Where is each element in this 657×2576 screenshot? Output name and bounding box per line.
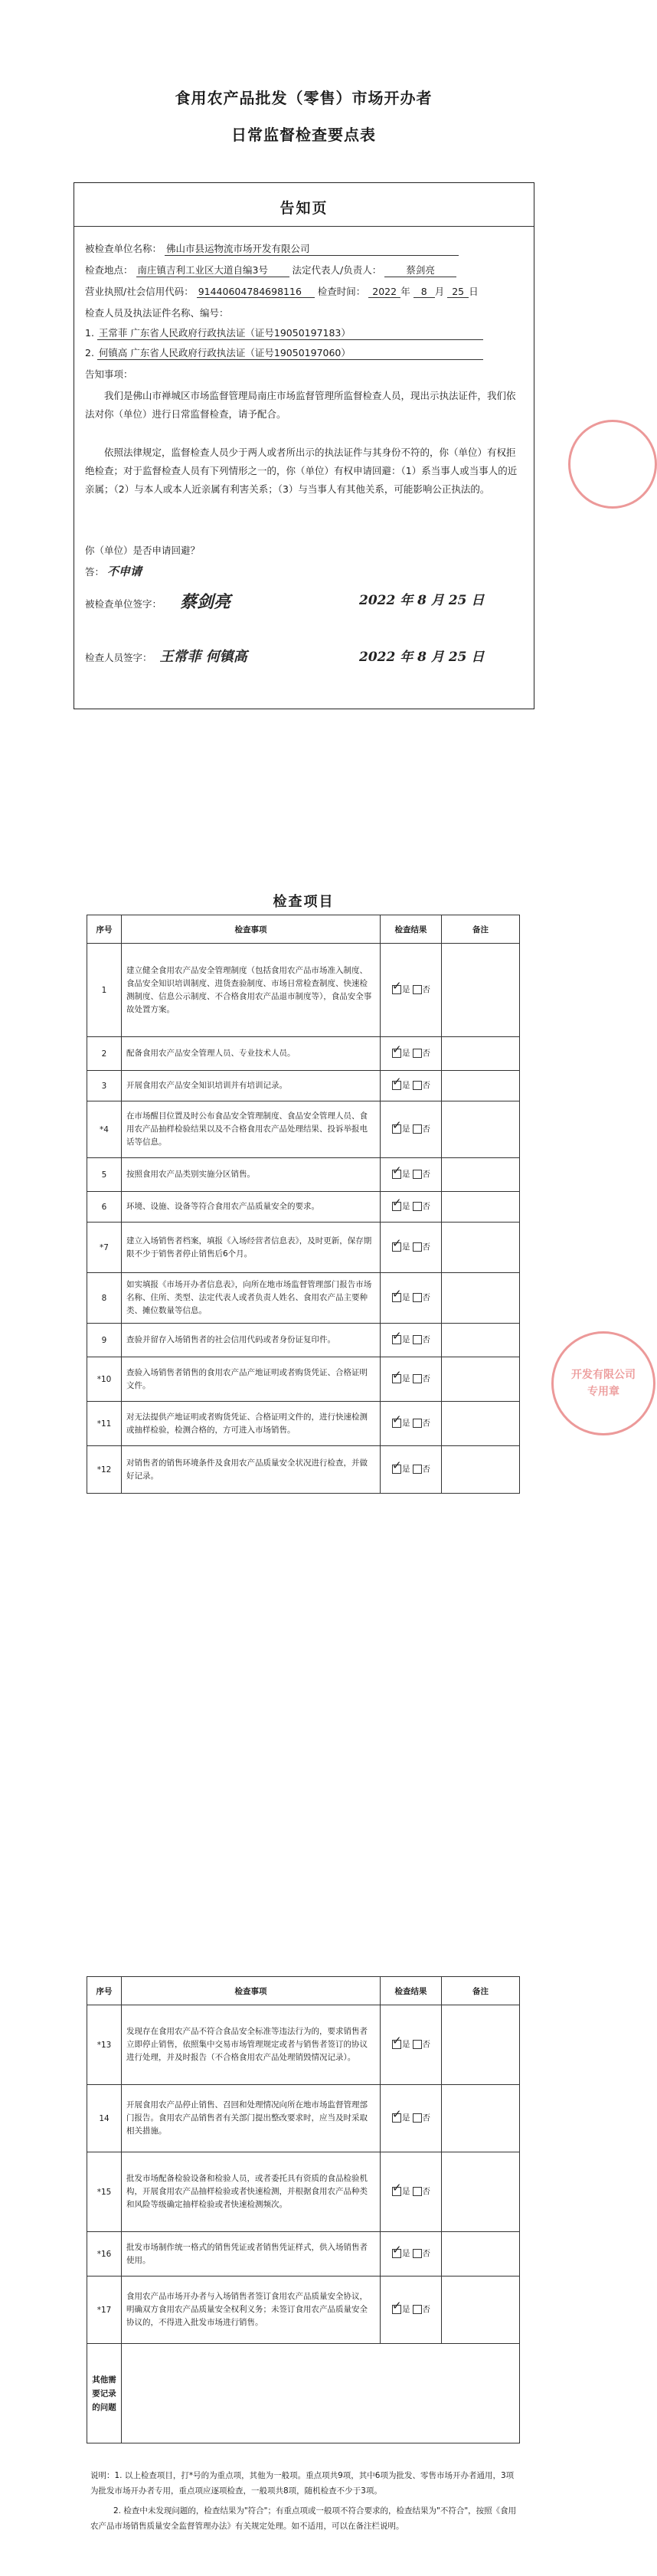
table-row	[87, 1037, 520, 1071]
row-seq: 1	[87, 944, 122, 1037]
row-item: 查验入场销售者销售的食用农产品产地证明或者购货凭证、合格证明文件。	[122, 1357, 381, 1402]
row-remark	[442, 1273, 520, 1324]
result-checkbox-group	[391, 1373, 430, 1384]
no-label: 否	[422, 1335, 430, 1345]
row-item: 建立入场销售者档案，填报《入场经营者信息表》，及时更新，保存期限不少于销售者停止销售后6个月。	[122, 1223, 381, 1273]
items-heading: 检查项目	[273, 894, 335, 910]
no-label: 否	[422, 1202, 430, 1212]
no-label: 否	[422, 1293, 430, 1303]
row-remark	[442, 2005, 520, 2085]
notice-heading: 告知页	[279, 200, 328, 217]
row-item: 开展食用农产品停止销售、召回和处理情况向所在地市场监督管理部门报告。食用农产品销售者有关部门提出整改要求时，应当及时采取相关措施。	[122, 2085, 381, 2152]
row-item: 如实填报《市场开办者信息表》，向所在地市场监督管理部门报告市场名称、住所、类型、法定代表人或者负责人姓名、食用农产品主要种类、摊位数量等信息。	[122, 1273, 381, 1324]
row-result	[381, 1192, 442, 1223]
checkbox-no[interactable]	[413, 2113, 422, 2123]
other-issues-cell[interactable]	[122, 2344, 520, 2443]
address-value: 南庄镇吉利工业区大道自编3号	[136, 263, 289, 277]
row-result	[381, 1273, 442, 1324]
inspector-sign-row	[85, 646, 247, 666]
row-item: 查验并留存入场销售者的社会信用代码或者身份证复印件。	[122, 1324, 381, 1357]
table-row	[87, 1446, 520, 1494]
checkbox-yes-checked[interactable]	[392, 1293, 401, 1302]
yes-label: 是	[402, 2305, 410, 2315]
answer-label: 答：	[85, 566, 105, 578]
yes-label: 是	[402, 1374, 410, 1384]
row-remark	[442, 2085, 520, 2152]
checkbox-yes-checked[interactable]	[392, 985, 401, 994]
header-item: 检查事项	[122, 1977, 381, 2005]
row-seq: *17	[87, 2277, 122, 2344]
result-checkbox-group	[391, 984, 430, 995]
paragraph-2: 依照法律规定，监督检查人员少于两人或者所出示的执法证件与其身份不符的，你（单位）有权拒绝检查；对于监督检查人员有下列情形之一的，你（单位）有权申请回避：（1）系当事人或当事人的近亲属；（2）与本人或本人近亲属有利害关系；（3）与当事人有其他关系，可能影响公正执法的。	[85, 447, 518, 495]
row-seq: 14	[87, 2085, 122, 2152]
row-result	[381, 2005, 442, 2085]
row-seq: *15	[87, 2152, 122, 2232]
result-checkbox-group	[391, 2185, 430, 2197]
header-remark: 备注	[442, 915, 520, 944]
table-row-other	[87, 2344, 520, 2443]
checkbox-yes-checked[interactable]	[392, 1081, 401, 1090]
row-seq: *11	[87, 1402, 122, 1446]
row-remark	[442, 2152, 520, 2232]
row-result	[381, 2232, 442, 2277]
date-day: 25	[447, 286, 469, 298]
inspectors-label: 检查人员及执法证件名称、编号：	[85, 307, 229, 319]
result-checkbox-group	[391, 1291, 430, 1303]
date-year: 2022	[368, 286, 400, 298]
no-label: 否	[422, 2305, 430, 2315]
checkbox-yes-checked[interactable]	[392, 1170, 401, 1179]
checkbox-no[interactable]	[413, 1335, 422, 1344]
yes-label: 是	[402, 2113, 410, 2123]
row-item: 配备食用农产品安全管理人员、专业技术人员。	[122, 1037, 381, 1071]
row-remark	[442, 1101, 520, 1158]
row-result	[381, 1324, 442, 1357]
row-item: 开展食用农产品安全知识培训并有培训记录。	[122, 1071, 381, 1101]
result-checkbox-group	[391, 2038, 430, 2050]
inspector-row-1	[85, 326, 483, 340]
divider	[74, 226, 534, 227]
note-2: 2. 检查中未发现问题的，检查结果为"符合"；有重点项或一般项不符合要求的，检查结果为"不符合"，按照《食用农产品市场销售质量安全监督管理办法》有关规定处理。如不适用，可以在备注栏说明。	[90, 2506, 517, 2531]
document-subtitle: 日常监督检查要点表	[231, 126, 376, 144]
no-label: 否	[422, 1081, 430, 1091]
row-result	[381, 1446, 442, 1494]
result-checkbox-group	[391, 1417, 430, 1429]
signer-date: 2022 年 8 月 25 日	[359, 593, 485, 608]
answer-row	[85, 563, 142, 579]
result-checkbox-group	[391, 1334, 430, 1345]
row-item: 环境、设施、设备等符合食用农产品质量安全的要求。	[122, 1192, 381, 1223]
no-label: 否	[422, 1170, 430, 1180]
other-issues-label: 其他需要记录的问题	[87, 2344, 122, 2443]
note-1: 说明：1. 以上检查项目，打*号的为重点项，其他为一般项。重点项共9项，其中6项为批发、零售市场开办者通用，3项为批发市场开办者专用，重点项应逐项检查，一般项共8项，随机检查不少于3项。	[90, 2471, 515, 2496]
checkbox-yes-checked[interactable]	[392, 2305, 401, 2314]
yes-label: 是	[402, 1335, 410, 1345]
row-remark	[442, 2277, 520, 2344]
signer-row	[85, 589, 230, 613]
signer-signature: 蔡剑亮	[180, 592, 231, 612]
yes-label: 是	[402, 2187, 410, 2197]
yes-label: 是	[402, 1419, 410, 1429]
checkbox-no[interactable]	[413, 1170, 422, 1179]
checkbox-yes-checked[interactable]	[392, 1335, 401, 1344]
row-seq: *13	[87, 2005, 122, 2085]
result-checkbox-group	[391, 1241, 430, 1252]
header-seq: 序号	[87, 915, 122, 944]
license-label: 营业执照/社会信用代码：	[85, 286, 194, 297]
inspector-sign-label: 检查人员签字：	[85, 652, 152, 663]
row-remark	[442, 2232, 520, 2277]
answer-handwritten: 不申请	[107, 565, 142, 578]
checkbox-no[interactable]	[413, 1419, 422, 1428]
header-seq: 序号	[87, 1977, 122, 2005]
date-label: 检查时间：	[317, 286, 366, 297]
no-label: 否	[422, 1124, 430, 1134]
seal-text-1: 开发有限公司	[571, 1369, 636, 1381]
seal-partial	[551, 1331, 655, 1435]
result-checkbox-group	[391, 1079, 430, 1091]
yes-label: 是	[402, 1170, 410, 1180]
inform-label: 告知事项：	[85, 368, 133, 380]
checkbox-no[interactable]	[413, 2249, 422, 2258]
notice-box	[74, 182, 534, 709]
checkbox-no[interactable]	[413, 1293, 422, 1302]
date-month: 8	[413, 286, 435, 298]
row-result	[381, 944, 442, 1037]
row-remark	[442, 1446, 520, 1494]
table-row	[87, 1192, 520, 1223]
result-checkbox-group	[391, 1200, 430, 1212]
question: 你（单位）是否申请回避？	[85, 545, 201, 556]
checkbox-yes-checked[interactable]	[392, 1049, 401, 1058]
table-row	[87, 1402, 520, 1446]
row-result	[381, 1223, 442, 1273]
row-remark	[442, 1324, 520, 1357]
row-item: 按照食用农产品类别实施分区销售。	[122, 1158, 381, 1192]
checkbox-yes-checked[interactable]	[392, 2113, 401, 2123]
row-result	[381, 1402, 442, 1446]
row-item: 建立健全食用农产品安全管理制度（包括食用农产品市场准入制度、食品安全知识培训制度、进货查验制度、市场日常检查制度、快速检测制度、信息公示制度、不合格食用农产品退市制度等），食品安全事故处置方案。	[122, 944, 381, 1037]
no-label: 否	[422, 1049, 430, 1059]
table-row	[87, 1158, 520, 1192]
inspection-table-1	[87, 915, 520, 1494]
unit-label: 被检查单位名称：	[85, 243, 162, 254]
table-row	[87, 2152, 520, 2232]
yes-label: 是	[402, 1049, 410, 1059]
table-row	[87, 1324, 520, 1357]
row-result	[381, 2085, 442, 2152]
checkbox-no[interactable]	[413, 1242, 422, 1252]
table-row	[87, 1273, 520, 1324]
table-row	[87, 1357, 520, 1402]
checkbox-no[interactable]	[413, 2187, 422, 2196]
row-remark	[442, 1357, 520, 1402]
license-value: 91440604784698116	[197, 286, 315, 298]
row-seq: 2	[87, 1037, 122, 1071]
table-row	[87, 1101, 520, 1158]
result-checkbox-group	[391, 2303, 430, 2315]
table-row	[87, 2085, 520, 2152]
inspector-row-2	[85, 345, 483, 360]
row-result	[381, 1357, 442, 1402]
address-row	[85, 263, 456, 277]
yes-label: 是	[402, 1124, 410, 1134]
yes-label: 是	[402, 1081, 410, 1091]
row-result	[381, 1158, 442, 1192]
header-item: 检查事项	[122, 915, 381, 944]
header-remark: 备注	[442, 1977, 520, 2005]
rep-label: 法定代表人/负责人：	[292, 264, 382, 276]
no-label: 否	[422, 1242, 430, 1252]
rep-value: 蔡剑亮	[384, 263, 456, 277]
no-label: 否	[422, 2113, 430, 2123]
inspector-signature: 王常菲 何镇高	[159, 649, 247, 665]
table-row	[87, 1071, 520, 1101]
inspection-table-2	[87, 1976, 520, 2443]
checkbox-yes-checked[interactable]	[392, 2249, 401, 2258]
checkbox-no[interactable]	[413, 1465, 422, 1474]
paragraph-1: 我们是佛山市禅城区市场监督管理局南庄市场监督管理所监督检查人员，现出示执法证件，我们依法对你（单位）进行日常监督检查，请予配合。	[85, 390, 516, 420]
table-header-row	[87, 1977, 520, 2005]
yes-label: 是	[402, 1242, 410, 1252]
row-remark	[442, 1192, 520, 1223]
inspector-1-number: 1.	[85, 327, 94, 339]
yes-label: 是	[402, 2040, 410, 2050]
year-unit: 年	[400, 286, 410, 297]
table-row	[87, 2277, 520, 2344]
row-result	[381, 2277, 442, 2344]
yes-label: 是	[402, 1465, 410, 1475]
table-header-row	[87, 915, 520, 944]
official-seal	[568, 420, 657, 509]
checkbox-no[interactable]	[413, 985, 422, 994]
row-item: 批发市场配备检验设备和检验人员，或者委托具有资质的食品检验机构，开展食用农产品抽样检验或者快速检测，并根据食用农产品种类和风险等级确定抽样检验或者快速检测频次。	[122, 2152, 381, 2232]
checkbox-yes-checked[interactable]	[392, 2040, 401, 2049]
signer-label: 被检查单位签字：	[85, 598, 162, 610]
row-item: 对无法提供产地证明或者购货凭证、合格证明文件的，进行快速检测或抽样检验，检测合格的，方可进入市场销售。	[122, 1402, 381, 1446]
checkbox-yes-checked[interactable]	[392, 1374, 401, 1383]
row-result	[381, 1037, 442, 1071]
yes-label: 是	[402, 2249, 410, 2259]
row-seq: *12	[87, 1446, 122, 1494]
no-label: 否	[422, 1465, 430, 1475]
row-item: 对销售者的销售环境条件及食用农产品质量安全状况进行检查，并做好记录。	[122, 1446, 381, 1494]
no-label: 否	[422, 985, 430, 995]
no-label: 否	[422, 1419, 430, 1429]
seal-text-2: 专用章	[587, 1386, 619, 1398]
no-label: 否	[422, 2187, 430, 2197]
result-checkbox-group	[391, 1123, 430, 1134]
unit-row	[85, 241, 459, 256]
row-seq: 6	[87, 1192, 122, 1223]
checkbox-no[interactable]	[413, 1124, 422, 1134]
table-row	[87, 944, 520, 1037]
checkbox-no[interactable]	[413, 2040, 422, 2049]
row-seq: 8	[87, 1273, 122, 1324]
row-item: 发现存在食用农产品不符合食品安全标准等违法行为的，要求销售者立即停止销售，依照集中交易市场管理规定或者与销售者签订的协议进行处理，并及时报告（不合格食用农产品处理销毁情况记录）。	[122, 2005, 381, 2085]
header-result: 检查结果	[381, 1977, 442, 2005]
row-item: 在市场醒目位置及时公布食品安全管理制度、食品安全管理人员、食用农产品抽样检验结果以及不合格食用农产品处理结果、投诉举报电话等信息。	[122, 1101, 381, 1158]
row-item: 批发市场制作统一格式的销售凭证或者销售凭证样式，供入场销售者使用。	[122, 2232, 381, 2277]
row-seq: *7	[87, 1223, 122, 1273]
checkbox-no[interactable]	[413, 1374, 422, 1383]
row-result	[381, 2152, 442, 2232]
row-seq: *4	[87, 1101, 122, 1158]
result-checkbox-group	[391, 1168, 430, 1180]
row-item: 食用农产品市场开办者与入场销售者签订食用农产品质量安全协议，明确双方食用农产品质量安全权利义务；未签订食用农产品质量安全协议的，不得进入批发市场进行销售。	[122, 2277, 381, 2344]
row-seq: 3	[87, 1071, 122, 1101]
row-remark	[442, 1402, 520, 1446]
row-seq: 5	[87, 1158, 122, 1192]
day-unit: 日	[469, 286, 479, 297]
row-seq: 9	[87, 1324, 122, 1357]
result-checkbox-group	[391, 1463, 430, 1475]
yes-label: 是	[402, 985, 410, 995]
row-remark	[442, 1223, 520, 1273]
inspector-1: 王常菲 广东省人民政府行政执法证（证号19050197183）	[97, 326, 483, 340]
yes-label: 是	[402, 1202, 410, 1212]
table-row	[87, 2005, 520, 2085]
row-seq: *16	[87, 2232, 122, 2277]
row-result	[381, 1071, 442, 1101]
checkbox-yes-checked[interactable]	[392, 1124, 401, 1134]
row-remark	[442, 1037, 520, 1071]
checkbox-yes-checked[interactable]	[392, 1419, 401, 1428]
address-label: 检查地点：	[85, 264, 133, 276]
document-title: 食用农产品批发（零售）市场开办者	[175, 89, 433, 107]
result-checkbox-group	[391, 2112, 430, 2123]
inspector-2-number: 2.	[85, 347, 94, 358]
checkbox-no[interactable]	[413, 1202, 422, 1211]
no-label: 否	[422, 2040, 430, 2050]
yes-label: 是	[402, 1293, 410, 1303]
table-row	[87, 2232, 520, 2277]
checkbox-no[interactable]	[413, 1081, 422, 1090]
license-row	[85, 284, 479, 298]
row-result	[381, 1101, 442, 1158]
checkbox-yes-checked[interactable]	[392, 2187, 401, 2196]
month-unit: 月	[434, 286, 445, 297]
no-label: 否	[422, 2249, 430, 2259]
checkbox-yes-checked[interactable]	[392, 1202, 401, 1211]
checkbox-no[interactable]	[413, 1049, 422, 1058]
checkbox-yes-checked[interactable]	[392, 1242, 401, 1252]
unit-value: 佛山市县运物流市场开发有限公司	[165, 241, 459, 256]
row-remark	[442, 1158, 520, 1192]
header-result: 检查结果	[381, 915, 442, 944]
inspector-2: 何镇高 广东省人民政府行政执法证（证号19050197060）	[97, 345, 483, 360]
result-checkbox-group	[391, 2247, 430, 2259]
table-row	[87, 1223, 520, 1273]
result-checkbox-group	[391, 1047, 430, 1059]
row-remark	[442, 944, 520, 1037]
inspector-sign-date: 2022 年 8 月 25 日	[359, 650, 485, 665]
row-seq: *10	[87, 1357, 122, 1402]
row-remark	[442, 1071, 520, 1101]
no-label: 否	[422, 1374, 430, 1384]
checkbox-yes-checked[interactable]	[392, 1465, 401, 1474]
checkbox-no[interactable]	[413, 2305, 422, 2314]
